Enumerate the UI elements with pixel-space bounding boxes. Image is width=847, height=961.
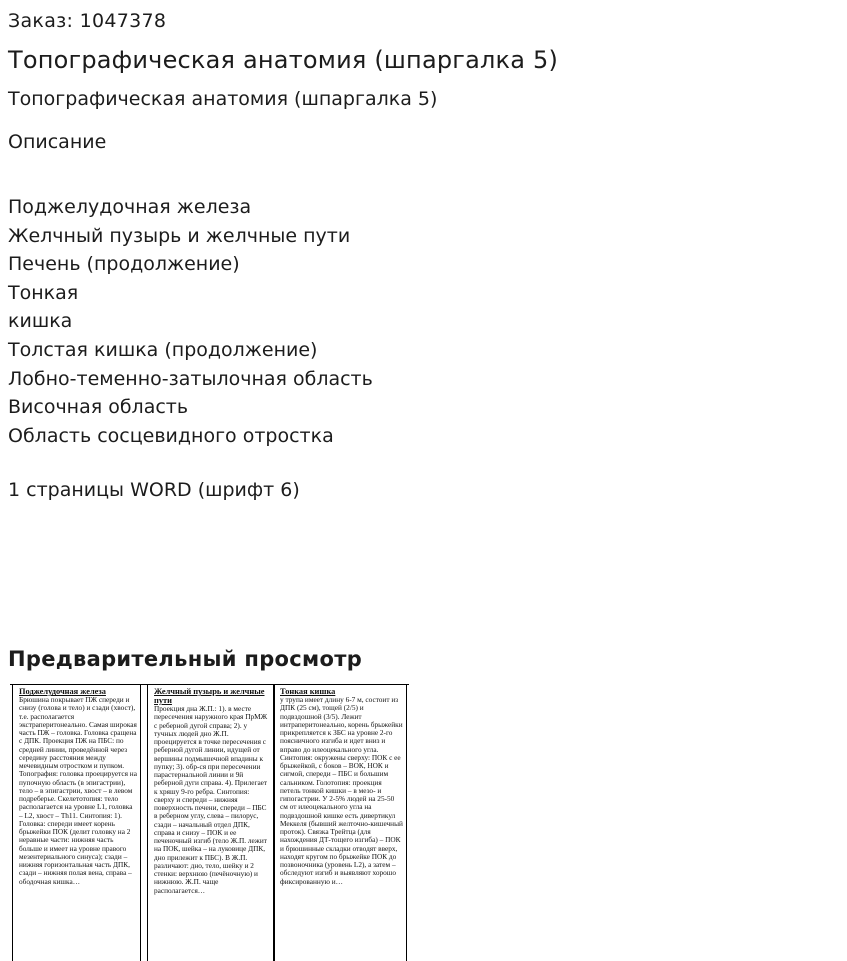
contents-list [8,193,373,450]
preview-column-text: Проекция дна Ж.П.: 1). в месте пересечения наружного края ПрМЖ с реберной дугой справа; 2). у тучных людей дно Ж.П. проецируется в точке пересечения с реберной дугой линии, идущей от вершины подмышечной впадины к пупку; 3). обр-ся при пересечении парастернальной линии и 9й реберной дуги справа. 4). Прилегает к хряшу 9-го ребра. Синтопия: сверху и спереди – нижняя поверхность печени, спереди – ПБС в реберном углу, слева – пилорус, сзади – начальный отдел ДПК, справа и снизу – ПОК и ее печеночный изгиб (тело Ж.П. лежит на ПОК, шейка – на луковице ДПК, дно прилежит к ПБС). В Ж.П. различают: дно, тело, шейку и 2 стенки: верхнюю (печёночную) и нижнюю. Ж.П. чаще располагается… [154,704,268,895]
preview-column-heading: Поджелудочная железа [19,687,106,696]
pages-info: 1 страницы WORD (шрифт 6) [8,479,300,501]
preview-column-heading: Тонкая кишка [280,687,336,696]
list-item: Лобно-теменно-затылочная область [8,367,373,390]
document-preview [10,684,409,961]
description-heading: Описание [8,131,107,153]
list-item: Желчный пузырь и желчные пути [8,224,351,247]
list-item: Толстая кишка (продолжение) [8,338,318,361]
preview-column-text: у трупа имеет длину 6-7 м, состоит из ДПК (25 см), тощей (2/5) и подвздошной (3/5). Лежит интраперитонеально, корень брыжейки прикрепляется к ЗБС на уровне 2-го поясничного изгиба и идет вниз и вправо до илеоцекального угла. Синтопия: окружены сверху: ПОК с ее брыжейкой, с боков – ВОК, НОК и сигмой, спереди – ПБС и большим сальником. Голотопия: проекция петель тонкой кишки – в мезо- и гипогастрии. У 2-5% людей на 25-50 см от илеоцекального угла на подвздошной кишке есть дивертикул Меккеля (бывший желточно-кишечный проток). Связка Трейтца (для нахождения ДТ-тощего изгиба) – ПОК и брюшинные складки отводят вверх, находят кругом по брыжейке ПОК до позвоночника (уровень L2), а затем – обследуют изгиб и выявляют хорошо фиксированную и… [280,695,403,886]
list-item: Поджелудочная железа [8,196,252,218]
order-number: Заказ: 1047378 [8,10,167,32]
preview-heading: Предварительный просмотр [8,647,363,671]
list-item: кишка [8,310,73,333]
preview-column-heading: Желчный пузырь и желчные пути [154,687,265,705]
preview-column-3 [273,685,407,961]
page-title: Топографическая анатомия (шпаргалка 5) [8,46,559,74]
list-item: Тонкая [8,281,79,304]
list-item: Височная область [8,396,189,419]
preview-column-2 [147,685,275,961]
list-item: Область сосцевидного отростка [8,424,334,447]
page-subtitle: Топографическая анатомия (шпаргалка 5) [8,88,438,110]
list-item: Печень (продолжение) [8,253,240,276]
preview-column-1 [12,685,141,961]
preview-column-text: Брюшина покрывает ПЖ спереди и снизу (голова и тело) и сзади (хвост), т.е. располагается экстраперитонеально. Самая широкая часть ПЖ – головка. Головка сращена с ДПК. Проекция ПЖ на ПБС: по средней линии, проведённой через середину расстояния между мечевидным отростком и пупком. Топография: головка проецируется на пупочную область (в эпигастрии), тело – в эпигастрии, хвост – в левом подреберье. Скелетотопия: тело располагается на уровне L1, головка – L2, хвост – Th11. Синтопия: 1). Головка: спереди имеет корень брыжейки ПОК (делит головку на 2 неравные части: нижняя часть больше и имеет на уровне правого мезентериального синуса); сзади – нижняя горизонтальная часть ДПК, сзади – нижняя полая вена, справа – ободочная кишка… [19,695,137,886]
